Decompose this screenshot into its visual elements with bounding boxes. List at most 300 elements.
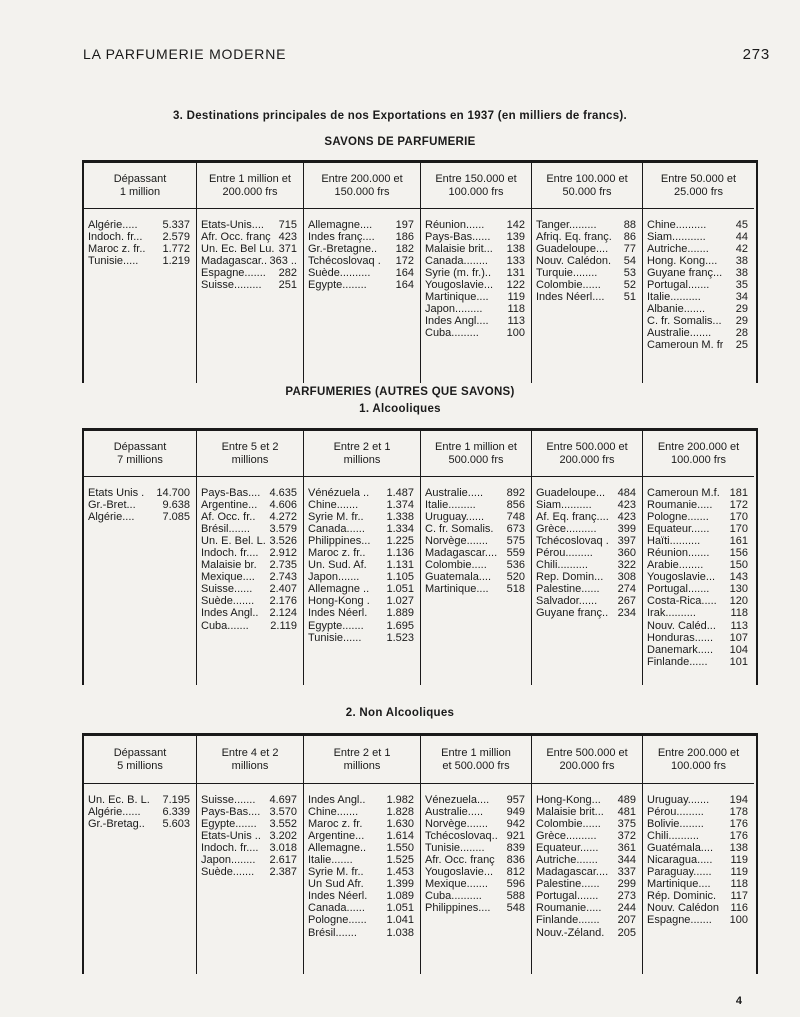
column-header-label: Entre 150.000 et 100.000 frs <box>435 172 517 198</box>
column-header-label: Entre 5 et 2 millions <box>221 440 279 466</box>
table-row <box>201 559 297 571</box>
export-value: 164 <box>395 279 414 292</box>
export-value: 170 <box>729 523 748 536</box>
table-row <box>201 830 297 842</box>
export-value: 1.772 <box>162 243 190 256</box>
country-name: Af. Occ. fr.. <box>201 511 256 524</box>
country-name: Chili.......... <box>647 830 699 843</box>
export-value: 518 <box>506 583 525 596</box>
export-value: 156 <box>729 547 748 560</box>
export-value: 150 <box>729 559 748 572</box>
column-header-label: Dépassant 5 millions <box>113 746 167 772</box>
table-row <box>308 243 414 255</box>
table-row <box>536 914 636 926</box>
table-row <box>201 279 297 291</box>
table-row <box>201 583 297 595</box>
export-value: 186 <box>395 231 414 244</box>
country-name: Indes franç.... <box>308 231 375 244</box>
table-row <box>536 219 636 231</box>
export-value: 372 <box>617 830 636 843</box>
table-row <box>536 854 636 866</box>
table-row <box>308 854 414 866</box>
export-value: 7.195 <box>162 794 190 806</box>
country-name: Malaisie brit... <box>536 806 604 819</box>
export-value: 1.225 <box>386 535 414 548</box>
table-row <box>425 890 525 902</box>
export-value: 205 <box>617 926 636 939</box>
country-name: Grèce.......... <box>536 830 597 843</box>
table-row <box>425 511 525 523</box>
export-value: 360 <box>617 547 636 560</box>
country-name: Philippines.... <box>425 902 491 915</box>
table-row <box>308 487 414 499</box>
country-name: Cameroun M. fr <box>647 339 724 352</box>
country-name: Syrie M. fr.. <box>308 511 364 524</box>
country-name: Nouv. Calédon <box>647 902 719 915</box>
country-name: Gr.-Bretag.. <box>88 818 145 831</box>
export-value: 7.085 <box>162 511 190 524</box>
table-row <box>647 644 748 656</box>
table-row <box>536 511 636 523</box>
country-name: Algérie..... <box>88 219 138 231</box>
country-name: Suisse...... <box>201 583 253 596</box>
table-column <box>84 736 197 974</box>
table-row <box>425 487 525 499</box>
column-header <box>643 431 754 477</box>
country-name: Roumanie..... <box>536 902 602 915</box>
export-value: 234 <box>617 607 636 620</box>
column-header <box>532 163 642 209</box>
export-value: 172 <box>729 499 748 512</box>
table-row <box>201 818 297 830</box>
country-name: Tchécoslovaq.. <box>425 830 498 843</box>
export-value: 673 <box>506 523 525 536</box>
country-name: Cuba......... <box>425 327 479 340</box>
table-row <box>647 547 748 559</box>
export-value: 484 <box>617 487 636 499</box>
table-row <box>425 535 525 547</box>
table-row <box>308 595 414 607</box>
country-name: Malaisie br. <box>201 559 257 572</box>
footer-number: 4 <box>735 995 742 1007</box>
country-name: Suisse....... <box>201 794 256 806</box>
table-row <box>425 842 525 854</box>
table-row <box>536 927 636 939</box>
country-name: Chili.......... <box>536 559 588 572</box>
export-value: 2.124 <box>269 607 297 620</box>
column-body <box>532 477 642 685</box>
column-body <box>197 209 303 383</box>
country-name: Indes Néerl.... <box>536 291 605 304</box>
column-header-label: Entre 2 et 1 millions <box>333 440 391 466</box>
table-row <box>647 535 748 547</box>
table-row <box>536 243 636 255</box>
country-name: Albanie....... <box>647 303 706 316</box>
export-value: 197 <box>395 219 414 231</box>
table-row <box>536 842 636 854</box>
country-name: Bolivie........ <box>647 818 704 831</box>
country-name: Etats Unis . <box>88 487 145 499</box>
table-column <box>84 431 197 685</box>
export-value: 34 <box>735 291 748 304</box>
country-name: Guyane franç... <box>647 267 723 280</box>
export-value: 1.219 <box>162 255 190 268</box>
table-row <box>536 878 636 890</box>
export-value: 4.606 <box>269 499 297 512</box>
export-value: 104 <box>729 643 748 656</box>
table-non-alcooliques <box>82 733 758 974</box>
table-row <box>425 854 525 866</box>
export-value: 29 <box>735 303 748 316</box>
export-value: 1.487 <box>386 487 414 499</box>
table-row <box>308 866 414 878</box>
export-value: 957 <box>506 794 525 806</box>
export-value: 520 <box>506 571 525 584</box>
export-value: 53 <box>623 267 636 280</box>
export-value: 1.027 <box>386 595 414 608</box>
export-value: 423 <box>278 231 297 244</box>
table-row <box>647 866 748 878</box>
country-name: Cuba....... <box>201 619 249 632</box>
table-row <box>88 818 190 830</box>
table-row <box>308 842 414 854</box>
table-row <box>201 243 297 255</box>
export-value: 267 <box>617 595 636 608</box>
country-name: Uruguay....... <box>647 794 710 806</box>
country-name: Italie......... <box>425 499 476 512</box>
table-row <box>308 902 414 914</box>
export-value: 344 <box>617 854 636 867</box>
export-value: 176 <box>729 818 748 831</box>
column-body <box>197 784 303 974</box>
table-row <box>536 595 636 607</box>
export-value: 118 <box>730 878 748 891</box>
table-row <box>647 854 748 866</box>
table-row <box>647 595 748 607</box>
country-name: Madagascar.... <box>425 547 498 560</box>
column-header <box>532 736 642 784</box>
export-value: 9.638 <box>162 499 190 512</box>
country-name: Mexique.... <box>201 571 255 584</box>
column-header-label: Entre 200.000 et 100.000 frs <box>657 746 740 772</box>
table-row <box>536 794 636 806</box>
export-value: 4.272 <box>269 511 297 524</box>
country-name: Martinique.... <box>425 583 489 596</box>
country-name: Nouv.-Zéland. <box>536 926 605 939</box>
table-row <box>201 571 297 583</box>
table-row <box>308 571 414 583</box>
export-value: 942 <box>506 818 525 831</box>
table-columns <box>82 163 758 383</box>
table-row <box>536 559 636 571</box>
table-row <box>647 914 748 926</box>
table-row <box>425 231 525 243</box>
table-column <box>304 736 421 974</box>
table-row <box>536 291 636 303</box>
country-name: Algérie.... <box>88 511 135 524</box>
column-header <box>197 431 303 477</box>
export-value: 1.453 <box>386 866 414 879</box>
table-row <box>88 219 190 231</box>
table-row <box>425 219 525 231</box>
export-value: 839 <box>506 842 525 855</box>
export-value: 812 <box>506 866 525 879</box>
column-body <box>304 477 420 685</box>
export-value: 1.525 <box>386 854 414 867</box>
table-row <box>425 327 525 339</box>
table-row <box>536 255 636 267</box>
table-row <box>425 243 525 255</box>
table-row <box>647 231 748 243</box>
export-value: 38 <box>735 267 748 280</box>
export-value: 88 <box>623 219 636 231</box>
export-value: 1.051 <box>386 902 414 915</box>
table-row <box>425 583 525 595</box>
table2-title: PARFUMERIES (AUTRES QUE SAVONS) <box>285 386 515 398</box>
country-name: Réunion...... <box>425 219 485 231</box>
country-name: Costa-Rica..... <box>647 595 717 608</box>
export-value: 423 <box>617 511 636 524</box>
country-name: Gr.-Bretagne.. <box>308 243 378 256</box>
country-name: Indoch. fr... <box>88 231 143 244</box>
column-header-label: Entre 200.000 et 150.000 frs <box>321 172 403 198</box>
export-value: 361 <box>617 842 636 855</box>
export-value: 119 <box>507 291 525 304</box>
table-row <box>647 620 748 632</box>
export-value: 588 <box>506 890 525 903</box>
country-name: Indes Angl.... <box>425 315 489 328</box>
country-name: Un. Ec. Bel Lu. <box>201 243 275 256</box>
table-row <box>536 866 636 878</box>
country-name: Pays-Bas.... <box>201 487 261 499</box>
column-header <box>421 163 531 209</box>
export-value: 244 <box>617 902 636 915</box>
country-name: Tchécoslovaq . <box>308 255 381 268</box>
column-body <box>304 784 420 974</box>
table-row <box>647 303 748 315</box>
table-row <box>536 806 636 818</box>
table-row <box>88 806 190 818</box>
export-value: 399 <box>617 523 636 536</box>
table-row <box>308 523 414 535</box>
table-row <box>88 487 190 499</box>
table-row <box>308 806 414 818</box>
column-header <box>84 736 196 784</box>
table-row <box>201 595 297 607</box>
table-row <box>536 547 636 559</box>
table-row <box>425 315 525 327</box>
table-row <box>201 607 297 619</box>
country-name: Martinique.... <box>647 878 711 891</box>
country-name: Pérou......... <box>647 806 704 819</box>
table-columns <box>82 736 758 974</box>
export-value: 892 <box>506 487 525 499</box>
column-body <box>532 209 642 383</box>
export-value: 1.695 <box>386 619 414 632</box>
country-name: Espagne....... <box>201 267 266 280</box>
country-name: Egypte....... <box>201 818 257 831</box>
export-value: 29 <box>735 315 748 328</box>
country-name: Suède....... <box>201 595 255 608</box>
export-value: 2.743 <box>269 571 297 584</box>
country-name: Syrie M. fr.. <box>308 866 364 879</box>
country-name: Philippines... <box>308 535 371 548</box>
export-value: 182 <box>395 243 414 256</box>
table-row <box>425 878 525 890</box>
table-row <box>647 327 748 339</box>
export-value: 25 <box>735 339 748 352</box>
export-value: 481 <box>617 806 636 819</box>
table-row <box>536 583 636 595</box>
column-header-label: Entre 500.000 et 200.000 frs <box>546 440 628 466</box>
column-header <box>304 431 420 477</box>
table-row <box>536 830 636 842</box>
table-row <box>536 231 636 243</box>
country-name: Turquie........ <box>536 267 598 280</box>
export-value: 337 <box>617 866 636 879</box>
export-value: 371 <box>278 243 297 256</box>
table-row <box>647 794 748 806</box>
table-row <box>536 571 636 583</box>
export-value: 715 <box>278 219 297 231</box>
table-row <box>308 620 414 632</box>
table-row <box>308 914 414 926</box>
table-column <box>84 163 197 383</box>
table-row <box>88 499 190 511</box>
export-value: 1.374 <box>386 499 414 512</box>
country-name: Siam........... <box>647 231 706 244</box>
column-header <box>421 431 531 477</box>
column-header-label: Entre 50.000 et 25.000 frs <box>660 172 737 198</box>
table-row <box>425 866 525 878</box>
country-name: Equateur...... <box>536 842 599 855</box>
table-row <box>201 267 297 279</box>
table-row <box>425 255 525 267</box>
country-name: Etats-Unis.... <box>201 219 264 231</box>
export-value: 1.105 <box>386 571 414 584</box>
country-name: Mexique....... <box>425 878 488 891</box>
column-body <box>421 784 531 974</box>
country-name: Colombie...... <box>536 818 601 831</box>
table-column <box>643 163 754 383</box>
table-row <box>647 656 748 668</box>
country-name: Tunisie..... <box>88 255 139 268</box>
table-row <box>647 267 748 279</box>
country-name: Yougoslavie... <box>425 279 494 292</box>
table-row <box>647 291 748 303</box>
column-header-label: Entre 2 et 1 millions <box>333 746 391 772</box>
export-value: 596 <box>506 878 525 891</box>
column-header-label: Entre 1 million et 500.000 frs <box>441 746 511 772</box>
table-column <box>197 736 304 974</box>
country-name: Palestine...... <box>536 583 600 596</box>
column-body <box>643 209 754 383</box>
table-row <box>647 339 748 351</box>
column-header-label: Entre 1 million et 200.000 frs <box>209 172 291 198</box>
country-name: C. fr. Somalis... <box>647 315 722 328</box>
country-name: Hong-Kong... <box>536 794 601 806</box>
page-number: 273 <box>742 46 770 63</box>
export-value: 921 <box>506 830 525 843</box>
table-row <box>536 818 636 830</box>
export-value: 4.635 <box>269 487 297 499</box>
export-value: 100 <box>506 327 525 340</box>
country-name: Yougoslavie... <box>425 866 494 879</box>
export-value: 133 <box>506 255 525 268</box>
table-row <box>536 902 636 914</box>
export-value: 119 <box>730 866 748 879</box>
table-row <box>308 231 414 243</box>
export-value: 1.051 <box>386 583 414 596</box>
table-columns <box>82 431 758 685</box>
country-name: Suède.......... <box>308 267 371 280</box>
country-name: Finlande....... <box>536 914 600 927</box>
table-row <box>536 499 636 511</box>
country-name: C. fr. Somalis. <box>425 523 494 536</box>
country-name: Australie....... <box>647 327 712 340</box>
country-name: Martinique.... <box>425 291 489 304</box>
export-value: 161 <box>729 535 748 548</box>
export-value: 273 <box>617 890 636 903</box>
table-row <box>308 279 414 291</box>
country-name: Afr. Occ. franç <box>425 854 495 867</box>
country-name: Un. Ec. B. L. <box>88 794 150 806</box>
table-row <box>647 523 748 535</box>
table-column <box>421 736 532 974</box>
country-name: Rep. Domin... <box>536 571 604 584</box>
table-alcooliques <box>82 428 758 685</box>
export-value: 1.136 <box>386 547 414 560</box>
export-value: 113 <box>507 315 525 328</box>
export-value: 117 <box>730 890 748 903</box>
table-row <box>308 927 414 939</box>
column-header <box>197 163 303 209</box>
country-name: Vénézuela .. <box>308 487 370 499</box>
table-row <box>647 842 748 854</box>
country-name: Pays-Bas...... <box>425 231 491 244</box>
table-column <box>532 736 643 974</box>
export-value: 172 <box>395 255 414 268</box>
table-row <box>425 830 525 842</box>
export-value: 282 <box>278 267 297 280</box>
table-row <box>647 559 748 571</box>
export-value: 100 <box>729 914 748 927</box>
export-value: 3.018 <box>269 842 297 855</box>
export-value: 118 <box>730 607 748 620</box>
country-name: Honduras...... <box>647 631 714 644</box>
country-name: Palestine...... <box>536 878 600 891</box>
country-name: Un. E. Bel. L. <box>201 535 266 548</box>
country-name: Allemagne.... <box>308 219 373 231</box>
table-column <box>643 736 754 974</box>
table-row <box>201 511 297 523</box>
country-name: Norvège....... <box>425 818 488 831</box>
table-row <box>201 842 297 854</box>
country-name: Rép. Dominic. <box>647 890 717 903</box>
country-name: Japon........ <box>201 854 256 867</box>
export-value: 1.630 <box>386 818 414 831</box>
country-name: Italie....... <box>308 854 353 867</box>
table-row <box>88 794 190 806</box>
export-value: 5.337 <box>162 219 190 231</box>
column-body <box>84 209 196 383</box>
export-value: 138 <box>506 243 525 256</box>
column-header <box>197 736 303 784</box>
export-value: 143 <box>729 571 748 584</box>
country-name: Paraguay...... <box>647 866 712 879</box>
country-name: Siam.......... <box>536 499 592 512</box>
export-value: 299 <box>617 878 636 891</box>
